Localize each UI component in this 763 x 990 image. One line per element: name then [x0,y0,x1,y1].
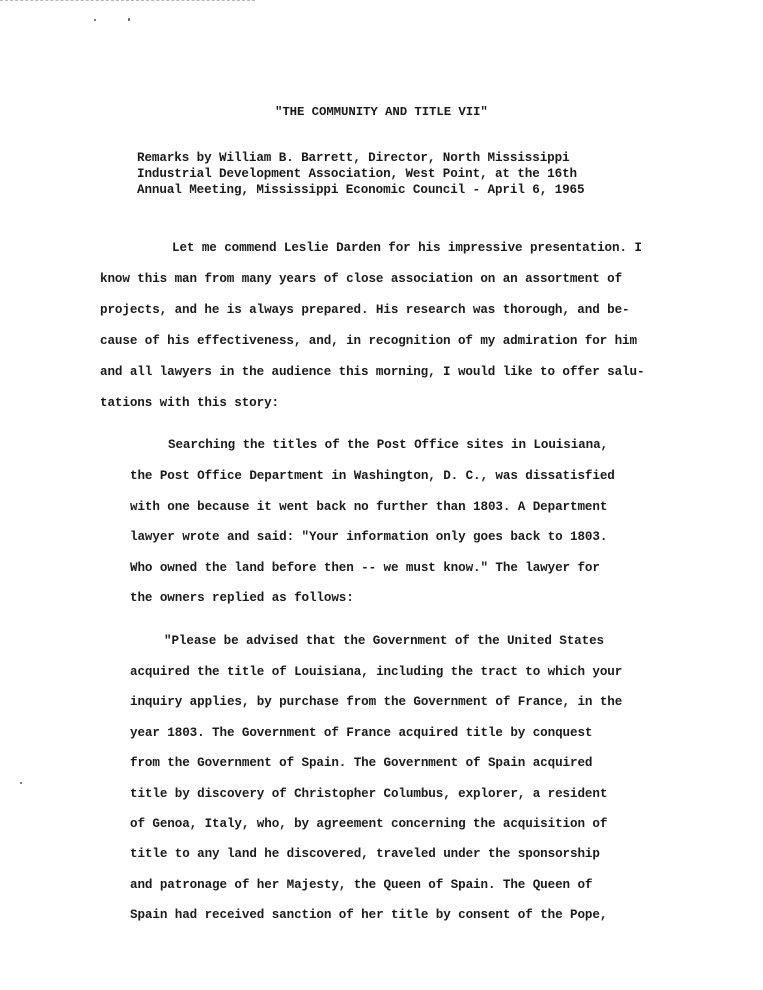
paragraph1-line: cause of his effectiveness, and, in recognition of my admiration for him [100,334,637,348]
header-line: Remarks by William B. Barrett, Director, North Mississippi [137,151,570,165]
scan-edge-mark [0,0,255,1]
paragraph3-line: title to any land he discovered, traveled under the sponsorship [130,847,600,861]
paragraph3-line: "Please be advised that the Government of the United States [164,634,604,648]
paragraph3-line: year 1803. The Government of France acquired title by conquest [130,726,593,740]
header-line: Annual Meeting, Mississippi Economic Council - April 6, 1965 [137,183,585,197]
paragraph2-line: lawyer wrote and said: "Your information only goes back to 1803. [130,530,608,544]
paragraph1-line: and all lawyers in the audience this morning, I would like to offer salu- [100,365,645,379]
paragraph1-line: projects, and he is always prepared. His research was thorough, and be- [100,303,630,317]
paragraph3-line: Spain had received sanction of her title by consent of the Pope, [130,908,608,922]
paragraph1-line: Let me commend Leslie Darden for his impressive presentation. I [172,241,642,255]
document-title: "THE COMMUNITY AND TITLE VII" [275,105,488,119]
paragraph2-line: Who owned the land before then -- we must know." The lawyer for [130,561,600,575]
header-line: Industrial Development Association, West Point, at the 16th [137,167,577,181]
scan-speck [128,18,130,21]
paragraph3-line: and patronage of her Majesty, the Queen of Spain. The Queen of [130,878,593,892]
paragraph1-line: know this man from many years of close association on an assortment of [100,272,623,286]
paragraph3-line: inquiry applies, by purchase from the Government of France, in the [130,695,623,709]
paragraph3-line: title by discovery of Christopher Columbus, explorer, a resident [130,787,608,801]
paragraph2-line: the owners replied as follows: [130,591,354,605]
paragraph1-line: tations with this story: [100,396,279,410]
paragraph2-line: the Post Office Department in Washington, D. C., was dissatisfied [130,469,615,483]
paragraph3-line: from the Government of Spain. The Government of Spain acquired [130,756,593,770]
scan-speck [20,782,22,784]
paragraph2-line: with one because it went back no further than 1803. A Department [130,500,608,514]
scan-speck [94,19,96,21]
paragraph3-line: acquired the title of Louisiana, including the tract to which your [130,665,623,679]
paragraph3-line: of Genoa, Italy, who, by agreement concerning the acquisition of [130,817,608,831]
paragraph2-line: Searching the titles of the Post Office sites in Louisiana, [168,438,608,452]
